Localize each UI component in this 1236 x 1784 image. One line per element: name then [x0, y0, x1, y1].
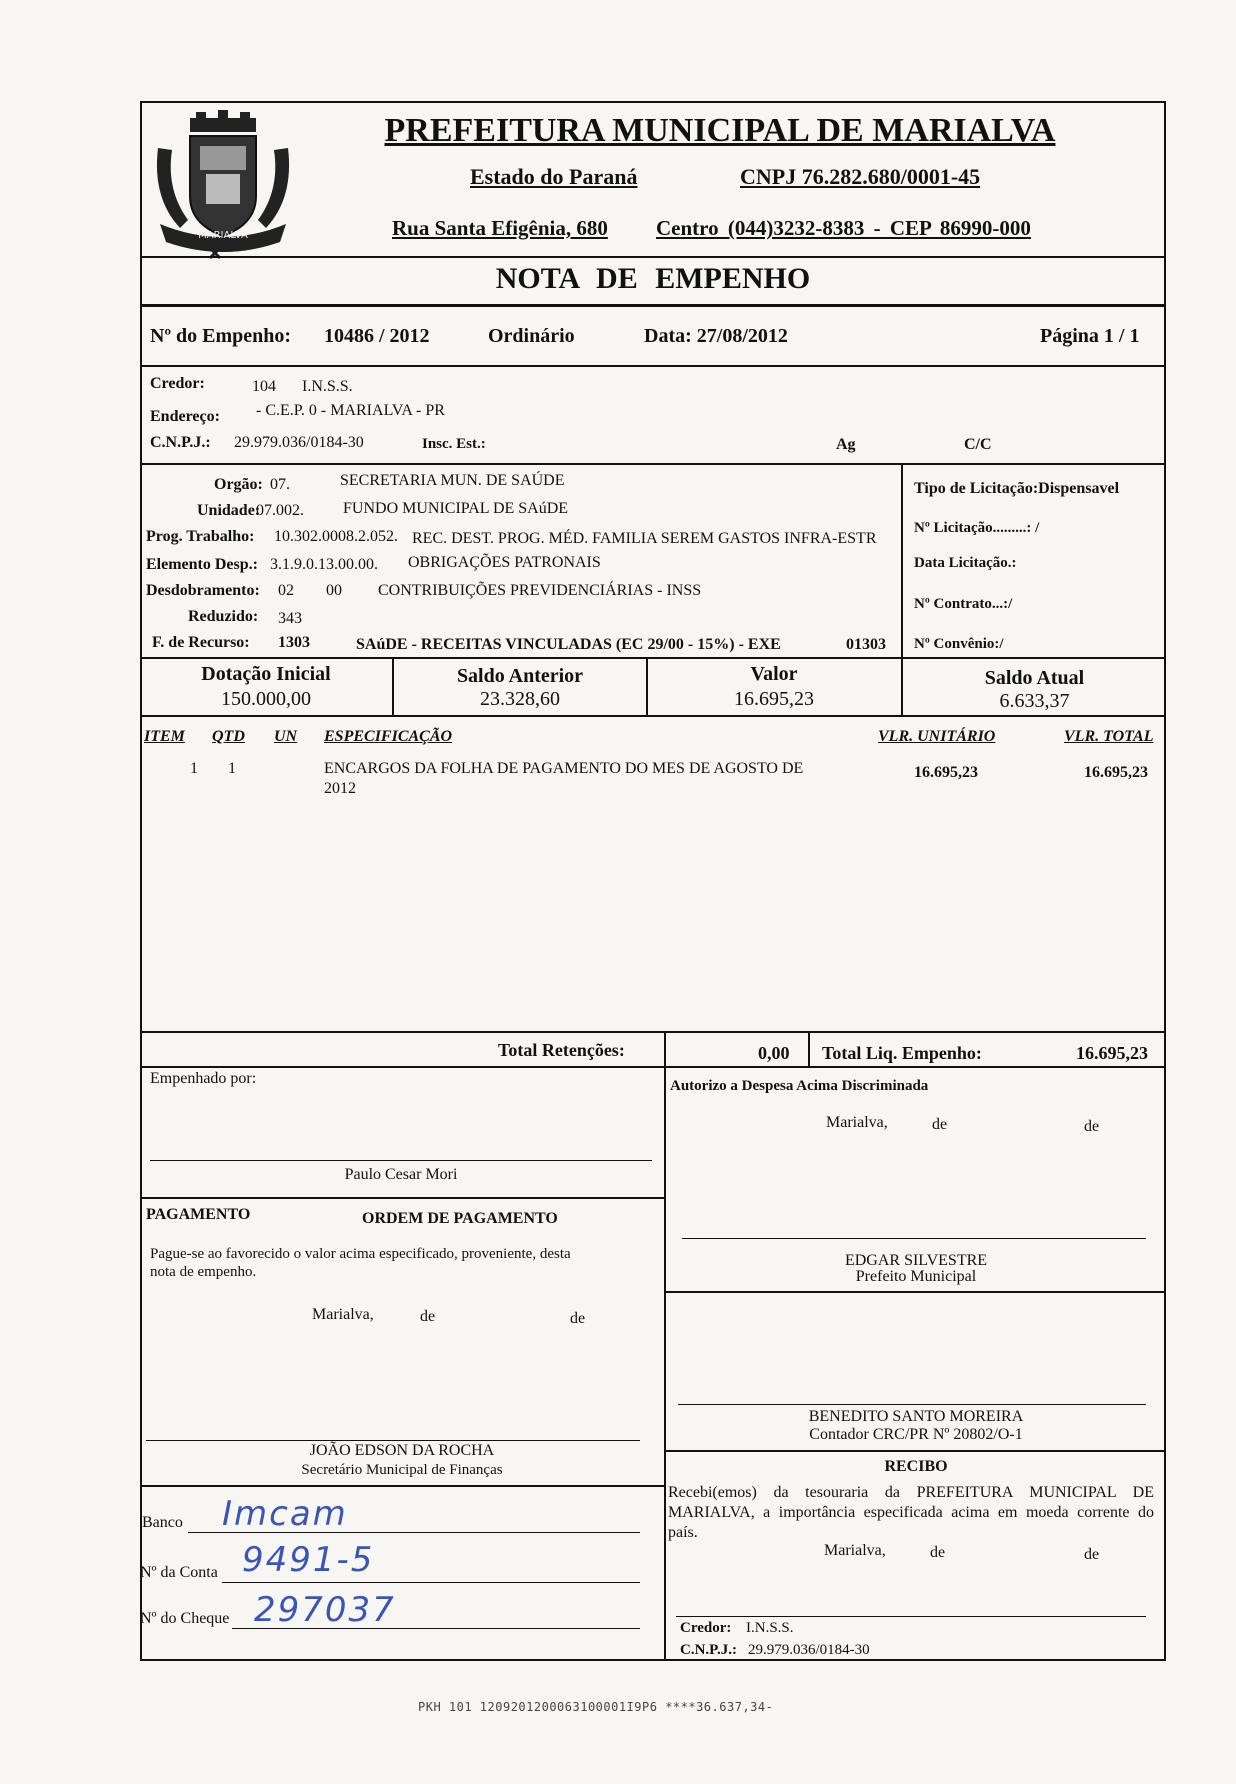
elemento-name: OBRIGAÇÕES PATRONAIS — [408, 554, 601, 571]
reduzido-label: Reduzido: — [188, 608, 259, 625]
pagamento-texto1: Pague-se ao favorecido o valor acima especificado, proveniente, desta — [150, 1246, 571, 1262]
pagamento-de1: de — [420, 1308, 436, 1325]
recibo-local: Marialva, — [824, 1542, 886, 1559]
secretario-nome: JOÃO EDSON DA ROCHA — [309, 1442, 495, 1459]
item-qtd: 1 — [228, 760, 236, 777]
orgao-code: 07. — [270, 476, 290, 493]
item-spec-line2: 2012 — [324, 780, 356, 797]
recibo-texto2: MARIALVA, a importância especificada acima em moeda corrente do — [668, 1504, 1154, 1521]
seal-icon — [150, 108, 296, 260]
empenho-type: Ordinário — [488, 325, 575, 347]
item-spec-line1: ENCARGOS DA FOLHA DE PAGAMENTO DO MES DE AGOSTO DE — [324, 760, 804, 777]
col-item: ITEM — [144, 728, 185, 745]
numero-licitacao: Nº Licitação.........: / — [914, 520, 1040, 536]
ag-label: Ag — [836, 436, 856, 453]
empenho-number: 10486 / 2012 — [324, 325, 430, 347]
conta-value[interactable]: 9491-5 — [242, 1540, 375, 1580]
credor-label: Credor: — [150, 375, 205, 392]
recibo-credor-label: Credor: — [680, 1620, 732, 1636]
conta-label: Nº da Conta — [140, 1564, 218, 1581]
col-especificacao: ESPECIFICAÇÃO — [324, 728, 453, 745]
recibo-de1: de — [930, 1544, 946, 1561]
contador-cargo: Contador CRC/PR Nº 20802/O-1 — [809, 1426, 1023, 1443]
state-name: Estado do Paraná — [470, 164, 638, 189]
pagamento-local: Marialva, — [312, 1306, 374, 1323]
empenho-label: Nº do Empenho: — [150, 325, 292, 347]
cnpj-label: C.N.P.J.: — [150, 434, 211, 451]
orgao-name: SECRETARIA MUN. DE SAÚDE — [340, 472, 565, 489]
saldo-anterior-value: 23.328,60 — [480, 688, 560, 710]
page-number: Página 1 / 1 — [1040, 325, 1140, 347]
banco-value[interactable]: Imcam — [222, 1494, 348, 1534]
item-number: 1 — [190, 760, 198, 777]
recurso-name: SAúDE - RECEITAS VINCULADAS (EC 29/00 - 15%) - EXE — [356, 636, 781, 653]
document-title: NOTA DE EMPENHO — [495, 262, 811, 295]
numero-convenio: Nº Convênio:/ — [914, 636, 1004, 652]
col-un: UN — [274, 728, 298, 745]
endereco-label: Endereço: — [150, 408, 220, 425]
pagamento-label: PAGAMENTO — [146, 1206, 251, 1223]
cc-label: C/C — [964, 436, 992, 453]
item-total-value: 16.695,23 — [1084, 764, 1148, 781]
elemento-code: 3.1.9.0.13.00.00. — [270, 556, 378, 573]
prog-name: REC. DEST. PROG. MÉD. FAMILIA SEREM GASTOS INFRA-ESTR — [412, 530, 877, 547]
recibo-cnpj-value: 29.979.036/0184-30 — [748, 1642, 870, 1658]
autorizo-de1: de — [932, 1116, 948, 1133]
numero-contrato: Nº Contrato...:/ — [914, 596, 1013, 612]
col-vlr-total: VLR. TOTAL — [1064, 728, 1154, 745]
credor-name: I.N.S.S. — [302, 378, 353, 395]
insc-label: Insc. Est.: — [422, 436, 486, 452]
desdobramento-b: 00 — [326, 582, 342, 599]
empenho-date: Data: 27/08/2012 — [644, 325, 788, 347]
recibo-texto3: país. — [668, 1524, 698, 1541]
prog-code: 10.302.0008.2.052. — [274, 528, 398, 545]
liq-empenho-value: 16.695,23 — [1076, 1043, 1148, 1063]
saldo-atual-label: Saldo Atual — [984, 667, 1085, 689]
footer-code: PKH 101 1209201200063100001I9P6 ****36.637,34- — [418, 1700, 774, 1714]
valor-label: Valor — [750, 663, 798, 685]
saldo-anterior-label: Saldo Anterior — [456, 665, 584, 687]
dotacao-label: Dotação Inicial — [201, 663, 331, 685]
unidade-label: Unidade: — [197, 502, 261, 519]
recibo-texto1: Recebi(emos) da tesouraria da PREFEITURA MUNICIPAL DE — [668, 1484, 1154, 1501]
recurso-code2: 01303 — [846, 636, 886, 653]
page-title: PREFEITURA MUNICIPAL DE MARIALVA — [384, 112, 1056, 149]
data-licitacao: Data Licitação.: — [914, 555, 1017, 571]
col-qtd: QTD — [212, 728, 245, 745]
banco-label: Banco — [142, 1514, 183, 1531]
autorizo-de2: de — [1084, 1118, 1100, 1135]
col-vlr-unitario: VLR. UNITÁRIO — [878, 728, 996, 745]
cnpj-prefeitura: CNPJ 76.282.680/0001-45 — [740, 164, 981, 189]
credor-address: - C.E.P. 0 - MARIALVA - PR — [256, 402, 445, 419]
reduzido-value: 343 — [278, 610, 302, 627]
address: Rua Santa Efigênia, 680 — [392, 216, 608, 240]
valor-value: 16.695,23 — [734, 688, 814, 710]
recibo-cnpj-label: C.N.P.J.: — [680, 1642, 737, 1658]
desdobramento-name: CONTRIBUIÇÕES PREVIDENCIÁRIAS - INSS — [378, 582, 702, 599]
prog-label: Prog. Trabalho: — [146, 528, 255, 545]
desdobramento-label: Desdobramento: — [146, 582, 260, 599]
orgao-label: Orgão: — [214, 476, 263, 493]
pagamento-texto2: nota de empenho. — [150, 1264, 257, 1280]
secretario-cargo: Secretário Municipal de Finanças — [301, 1462, 503, 1478]
prefeito-cargo: Prefeito Municipal — [855, 1268, 977, 1285]
cheque-value[interactable]: 297037 — [254, 1590, 396, 1630]
autorizo-label: Autorizo a Despesa Acima Discriminada — [670, 1078, 929, 1094]
tipo-licitacao: Tipo de Licitação:Dispensavel — [914, 480, 1120, 497]
desdobramento-a: 02 — [278, 582, 294, 599]
municipal-seal — [150, 108, 296, 260]
liq-empenho-label: Total Liq. Empenho: — [822, 1043, 982, 1063]
recurso-label: F. de Recurso: — [152, 634, 250, 651]
retencoes-label: Total Retenções: — [498, 1040, 625, 1060]
cheque-label: Nº do Cheque — [140, 1610, 230, 1627]
dotacao-value: 150.000,00 — [221, 688, 311, 710]
unidade-name: FUNDO MUNICIPAL DE SAúDE — [343, 500, 569, 517]
recibo-label: RECIBO — [884, 1458, 948, 1475]
unidade-code: 07.002. — [256, 502, 304, 519]
item-unit-value: 16.695,23 — [914, 764, 978, 781]
elemento-label: Elemento Desp.: — [146, 556, 258, 573]
contact: Centro (044)3232-8383 - CEP 86990-000 — [656, 216, 1031, 240]
credor-cnpj: 29.979.036/0184-30 — [234, 434, 364, 451]
ordem-pagamento-label: ORDEM DE PAGAMENTO — [362, 1210, 558, 1227]
empenhado-por-label: Empenhado por: — [150, 1070, 257, 1087]
recibo-de2: de — [1084, 1546, 1100, 1563]
retencoes-value: 0,00 — [758, 1043, 790, 1063]
recibo-credor-value: I.N.S.S. — [746, 1620, 794, 1636]
contador-nome: BENEDITO SANTO MOREIRA — [808, 1408, 1024, 1425]
pagamento-de2: de — [570, 1310, 586, 1327]
prefeito-nome: EDGAR SILVESTRE — [844, 1252, 988, 1269]
svg-text:MARIALVA: MARIALVA — [198, 230, 248, 241]
empenhado-nome: Paulo Cesar Mori — [344, 1166, 458, 1183]
recurso-code: 1303 — [278, 634, 310, 651]
credor-code: 104 — [252, 378, 276, 395]
autorizo-local: Marialva, — [826, 1114, 888, 1131]
saldo-atual-value: 6.633,37 — [999, 690, 1070, 712]
